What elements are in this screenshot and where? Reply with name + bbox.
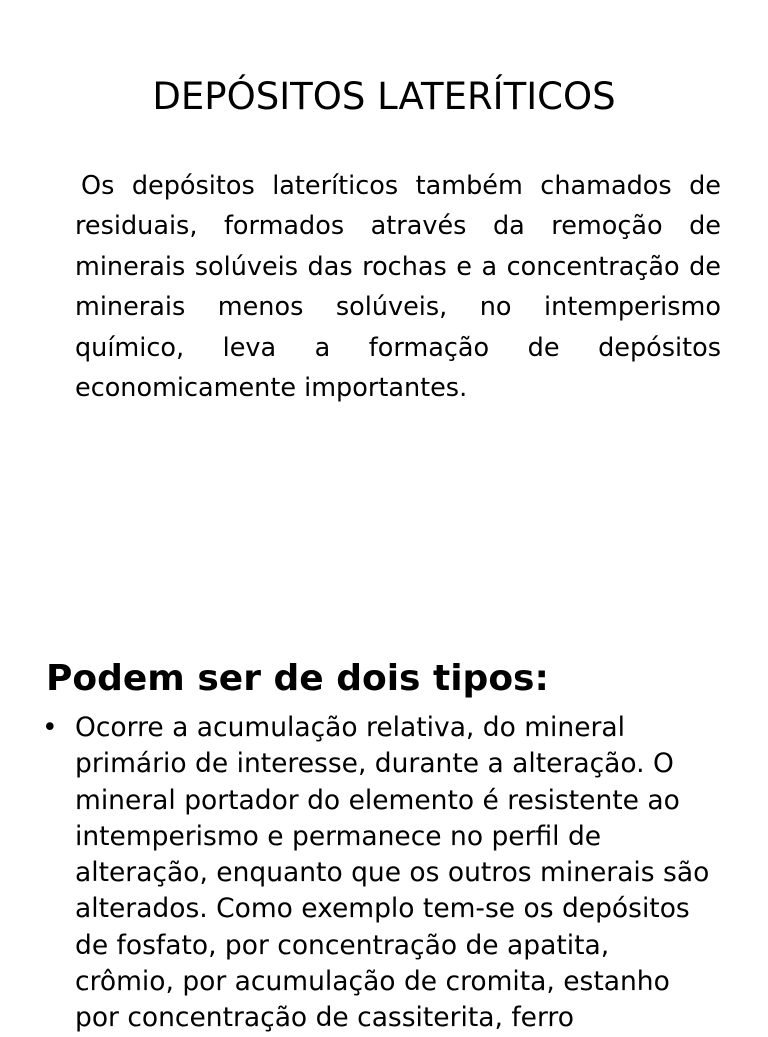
- bullet-item: [0, 710, 711, 1037]
- slide-title: DEPÓSITOS LATERÍTICOS: [152, 74, 616, 118]
- section-heading: Podem ser de dois tipos:: [46, 657, 549, 699]
- intro-paragraph: Os depósitos lateríticos também chamados de residuais, formados através da remoção de minerais solúveis das rochas e a concentração de minerais menos solúveis, no intemperismo químico, leva a formação de depósitos economicamente importantes.: [75, 170, 721, 403]
- bullet-text: Ocorre a acumulação relativa, do mineral primário de interesse, durante a alteração. O mineral portador do elemento é resistente ao intemperismo e permanece no perfil de alteração, enquanto que os outros minerais são alterados. Como exemplo tem-se os depósitos de fosfato, por concentração de apatita, crômio, por acumulação de cromita, estanho por concentração de cassiterita, ferro: [75, 712, 710, 1034]
- bullet-list: [0, 710, 768, 1037]
- bullet-dot-icon: •: [42, 712, 58, 743]
